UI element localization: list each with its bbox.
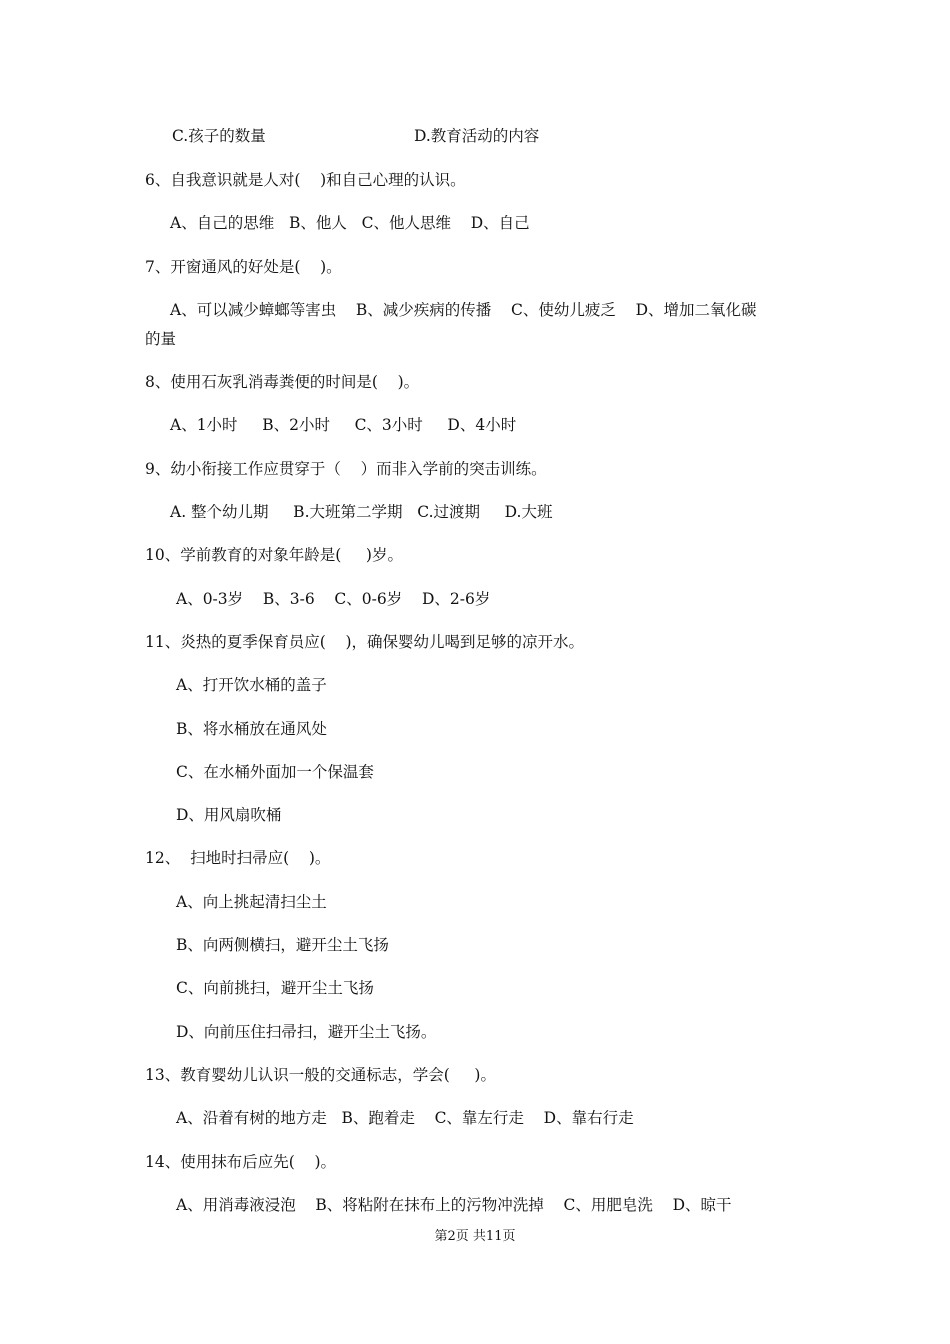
q14-stem: 14、使用抹布后应先( )。 xyxy=(145,1153,337,1171)
q13-stem: 13、教育婴幼儿认识一般的交通标志，学会( )。 xyxy=(145,1066,496,1084)
q10-options: A、0-3岁 B、3-6 C、0-6岁 D、2-6岁 xyxy=(176,590,491,608)
q10-stem: 10、学前教育的对象年龄是( )岁。 xyxy=(145,546,403,564)
q5-option-d: D.教育活动的内容 xyxy=(414,127,540,145)
page-number-footer: 第2页 共11页 xyxy=(434,1229,516,1244)
q7-stem: 7、开窗通风的好处是( )。 xyxy=(145,258,342,276)
q6-stem: 6、自我意识就是人对( )和自己心理的认识。 xyxy=(145,171,466,189)
q11-option-a: A、打开饮水桶的盖子 xyxy=(176,676,327,694)
q12-option-c: C、向前挑扫，避开尘土飞扬 xyxy=(176,979,374,997)
q12-option-a: A、向上挑起清扫尘土 xyxy=(176,893,327,911)
q6-options: A、自己的思维 B、他人 C、他人思维 D、自己 xyxy=(170,214,530,232)
q8-options: A、1小时 B、2小时 C、3小时 D、4小时 xyxy=(170,416,517,434)
q11-option-c: C、在水桶外面加一个保温套 xyxy=(176,763,374,781)
q8-stem: 8、使用石灰乳消毒粪便的时间是( )。 xyxy=(145,373,420,391)
q9-stem: 9、幼小衔接工作应贯穿于（ ）而非入学前的突击训练。 xyxy=(145,460,547,478)
q11-option-d: D、用风扇吹桶 xyxy=(176,806,282,824)
q5-option-c: C.孩子的数量 xyxy=(172,127,266,145)
q12-stem: 12、 扫地时扫帚应( )。 xyxy=(145,849,331,867)
q12-option-b: B、向两侧横扫，避开尘土飞扬 xyxy=(176,936,389,954)
q7-options-line2: 的量 xyxy=(145,330,177,348)
q13-options: A、沿着有树的地方走 B、跑着走 C、靠左行走 D、靠右行走 xyxy=(176,1109,634,1127)
q7-options-line1: A、可以减少蟑螂等害虫 B、减少疾病的传播 C、使幼儿疲乏 D、增加二氧化碳 xyxy=(170,301,757,319)
q11-stem: 11、炎热的夏季保育员应( )，确保婴幼儿喝到足够的凉开水。 xyxy=(145,633,585,651)
q11-option-b: B、将水桶放在通风处 xyxy=(176,720,327,738)
q12-option-d: D、向前压住扫帚扫，避开尘土飞扬。 xyxy=(176,1023,437,1041)
q9-options: A. 整个幼儿期 B.大班第二学期 C.过渡期 D.大班 xyxy=(170,503,553,521)
q14-options: A、用消毒液浸泡 B、将粘附在抹布上的污物冲洗掉 C、用肥皂洗 D、晾干 xyxy=(176,1196,732,1214)
